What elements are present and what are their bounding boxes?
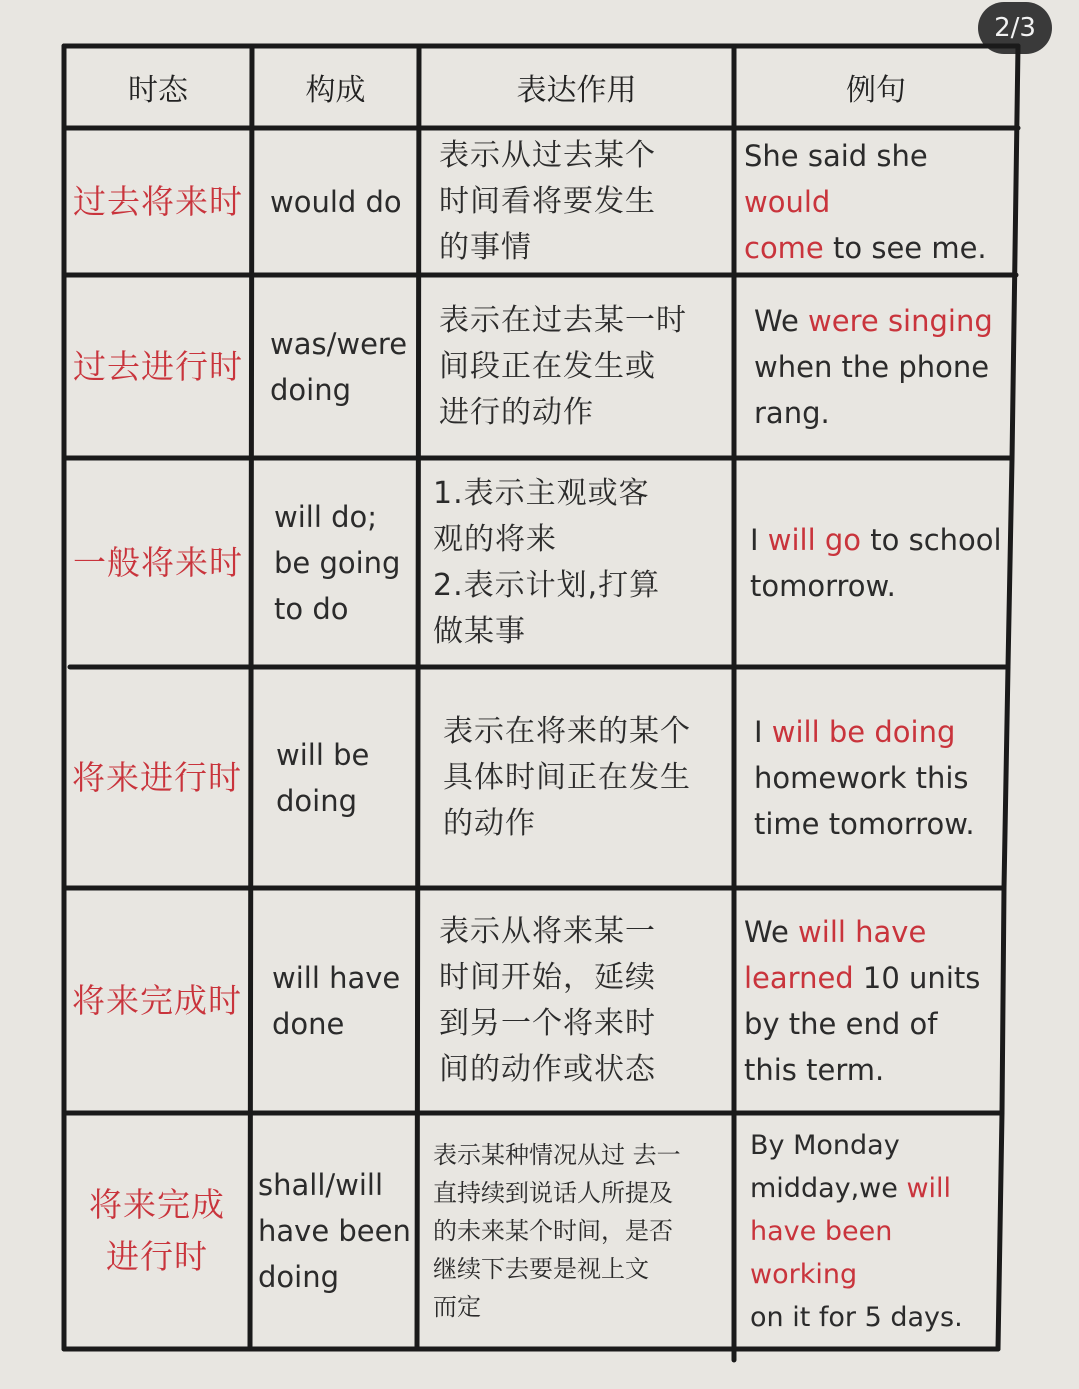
usage-cell — [421, 460, 732, 665]
structure-line: be going — [274, 545, 401, 580]
structure-line: shall/will — [258, 1168, 384, 1202]
example-line — [754, 344, 1010, 390]
tense-line: 将来完成时 — [72, 980, 242, 1020]
example-line — [754, 755, 1004, 801]
example-line — [754, 801, 1004, 847]
usage-line: 表示从过去某个 — [439, 137, 656, 173]
usage-line: 到另一个将来时 — [439, 1005, 656, 1041]
tense-cell — [66, 277, 250, 456]
example-text: time tomorrow. — [754, 806, 975, 841]
example-text: to school — [861, 522, 1002, 557]
example-line — [750, 517, 1008, 563]
header-usage: 表达作用 — [516, 73, 637, 108]
example-cell — [736, 277, 1010, 456]
tense-cell — [66, 460, 250, 665]
usage-line: 进行的动作 — [439, 394, 594, 430]
structure-line: doing — [258, 1260, 339, 1294]
example-highlight: would — [744, 184, 831, 219]
tense-cell — [66, 669, 248, 886]
example-cell — [736, 130, 1016, 273]
structure-line: will be — [276, 737, 370, 772]
usage-line: 2.表示计划,打算 — [433, 567, 661, 603]
tense-line: 进行时 — [106, 1237, 208, 1276]
example-line — [750, 1210, 998, 1296]
usage-line: 具体时间正在发生 — [443, 759, 691, 795]
example-highlight: learned — [744, 960, 854, 995]
usage-cell — [421, 130, 732, 273]
usage-line: 1.表示主观或客 — [433, 475, 650, 511]
example-highlight: come — [744, 230, 824, 265]
example-text: this term. — [744, 1052, 885, 1087]
example-cell — [736, 1115, 998, 1347]
example-highlight: were singing — [808, 303, 993, 338]
example-text: We — [744, 914, 799, 949]
usage-line: 时间看将要发生 — [439, 183, 656, 219]
structure-line: done — [272, 1006, 345, 1041]
usage-cell — [421, 1115, 732, 1347]
example-highlight: will — [906, 1172, 952, 1204]
usage-line: 直持续到说话人所提及 — [433, 1179, 673, 1207]
example-highlight: have been working — [750, 1215, 893, 1290]
example-line — [744, 909, 1002, 955]
structure-line: will do; — [274, 499, 378, 534]
usage-line: 观的将来 — [433, 521, 557, 557]
usage-line: 继续下去要是视上文 — [433, 1255, 649, 1283]
example-line — [754, 709, 1004, 755]
structure-cell — [254, 130, 417, 273]
example-line — [750, 1296, 998, 1339]
page-indicator-badge: 2/3 — [978, 2, 1052, 54]
example-line — [750, 1124, 998, 1167]
usage-line: 做某事 — [433, 613, 526, 649]
structure-cell — [254, 460, 417, 665]
usage-line: 间段正在发生或 — [439, 348, 656, 384]
example-text: She said she — [744, 138, 928, 173]
example-highlight: will be doing — [771, 714, 956, 749]
example-text: We — [754, 303, 809, 338]
structure-cell — [252, 669, 415, 886]
structure-line: was/were — [270, 326, 408, 361]
example-line — [744, 133, 1016, 225]
usage-line: 而定 — [433, 1293, 481, 1321]
structure-cell — [252, 1115, 415, 1347]
structure-cell — [252, 890, 415, 1111]
structure-line: have been — [258, 1214, 411, 1248]
tense-line: 一般将来时 — [73, 542, 243, 582]
example-line — [744, 1001, 1002, 1047]
usage-cell — [421, 890, 732, 1111]
structure-cell — [254, 277, 417, 456]
header-example: 例句 — [846, 73, 906, 108]
tense-cell — [66, 890, 248, 1111]
usage-line: 表示某种情况从过 去一 — [433, 1141, 681, 1169]
example-text: I — [750, 522, 768, 557]
example-line — [744, 955, 1002, 1001]
example-text: 10 units — [853, 960, 981, 995]
usage-line: 的动作 — [443, 805, 536, 841]
tense-line: 将来进行时 — [72, 757, 242, 797]
example-text: to see me. — [823, 230, 987, 265]
usage-cell — [421, 277, 732, 456]
structure-line: doing — [270, 372, 351, 407]
example-text: by the end of — [744, 1006, 938, 1041]
example-line — [744, 225, 1016, 271]
example-text: homework this — [754, 760, 969, 795]
tense-cell — [66, 1115, 248, 1347]
example-text: on it for 5 days. — [750, 1301, 963, 1333]
usage-line: 表示在过去某一时 — [439, 302, 687, 338]
usage-line: 间的动作或状态 — [439, 1051, 656, 1087]
tense-cell — [66, 130, 250, 273]
usage-line: 的事情 — [439, 229, 532, 265]
structure-line: to do — [274, 591, 349, 626]
tense-line: 过去进行时 — [73, 346, 243, 386]
example-line — [750, 563, 1008, 609]
example-cell — [736, 669, 1004, 886]
example-text: By Monday — [750, 1129, 900, 1161]
example-text: midday,we — [750, 1172, 907, 1204]
example-text: tomorrow. — [750, 568, 896, 603]
example-line — [754, 390, 1010, 436]
example-text: when the phone — [754, 349, 990, 384]
example-highlight: will have — [798, 914, 927, 949]
example-line — [744, 1047, 1002, 1093]
example-highlight: will go — [767, 522, 862, 557]
tense-line: 过去将来时 — [73, 181, 243, 221]
example-line — [754, 298, 1010, 344]
header-tense: 时态 — [128, 73, 188, 108]
example-text: I — [754, 714, 772, 749]
usage-line: 表示在将来的某个 — [443, 713, 691, 749]
usage-cell — [421, 669, 732, 886]
usage-line: 表示从将来某一 — [439, 913, 656, 949]
example-cell — [736, 890, 1002, 1111]
usage-line: 的未来某个时间，是否 — [433, 1217, 673, 1245]
header-structure: 构成 — [305, 73, 366, 108]
usage-line: 时间开始，延续 — [439, 959, 656, 995]
structure-line: will have — [272, 960, 401, 995]
structure-line: would do — [270, 184, 402, 219]
tense-line: 将来完成 — [89, 1185, 225, 1224]
structure-line: doing — [276, 783, 357, 818]
example-text: rang. — [754, 395, 830, 430]
example-cell — [736, 460, 1008, 665]
example-line — [750, 1167, 998, 1210]
